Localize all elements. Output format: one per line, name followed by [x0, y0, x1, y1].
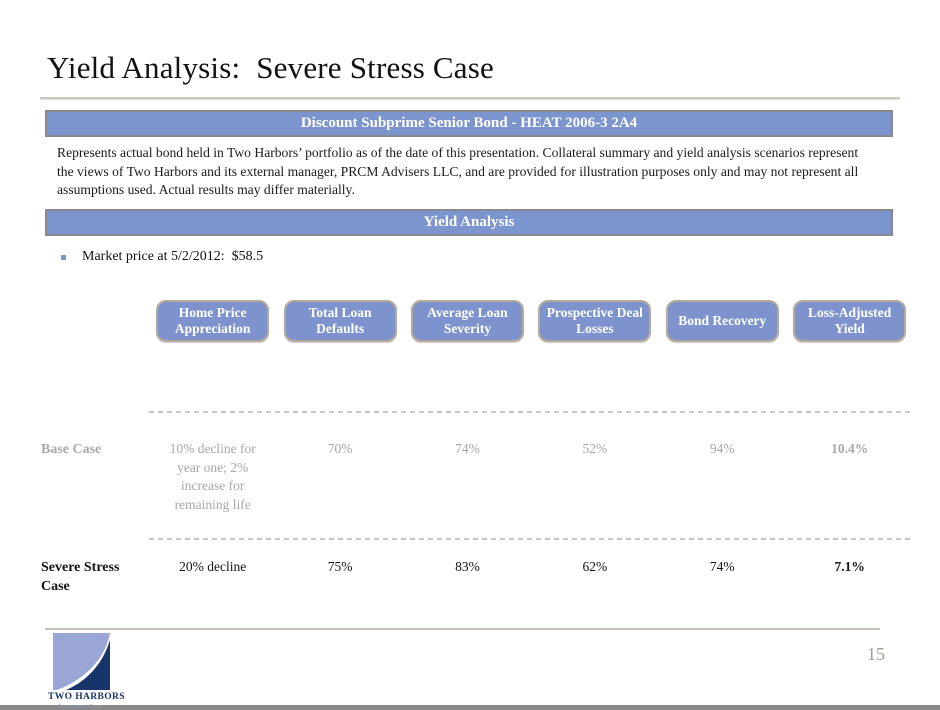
cell-average-loan-severity: 74%	[455, 441, 480, 456]
cell-bond-recovery: 94%	[709, 441, 735, 456]
disclaimer-text: Represents actual bond held in Two Harbors’ portfolio as of the date of this presentation. Collateral summary and yield analysis scenarios represent the views of Two Harbors and its external manager, PRCM Advisers LLC, and are provided for illustration purposes only and may not represent all assumptions used. Actual results may differ materially.	[57, 145, 859, 198]
cell-prospective-deal-losses: 52%	[582, 441, 608, 456]
footer-divider	[45, 628, 880, 630]
dashed-divider-bottom	[149, 538, 910, 540]
yield-analysis-banner: Yield Analysis	[45, 209, 893, 236]
two-harbors-logo	[48, 633, 125, 710]
cell-home-price-appreciation: 10% decline for year one; 2% increase for remaining life	[169, 441, 256, 512]
cell-bond-recovery: 74%	[709, 559, 735, 574]
dashed-divider-top	[149, 411, 910, 413]
logo-subtitle: Investment Corp.	[58, 703, 104, 710]
header-prospective-deal-losses: Prospective Deal Losses	[538, 300, 651, 342]
cell-prospective-deal-losses: 62%	[582, 559, 608, 574]
header-bond-recovery: Bond Recovery	[666, 300, 779, 342]
table-header-row	[149, 300, 913, 342]
market-price-bullet	[61, 249, 263, 265]
slide-title: Yield Analysis: Severe Stress Case	[47, 50, 494, 85]
cell-average-loan-severity: 83%	[455, 559, 480, 574]
row-label: Base Case	[41, 442, 102, 457]
row-label: Severe Stress Case	[41, 560, 120, 594]
cell-total-loan-defaults: 70%	[327, 441, 353, 456]
page-number: 15	[867, 644, 885, 664]
header-home-price-appreciation: Home Price Appreciation	[156, 300, 269, 342]
table-row-base-case	[41, 440, 913, 514]
table-row-severe-stress-case	[41, 558, 913, 596]
title-divider	[40, 97, 900, 100]
cell-home-price-appreciation: 20% decline	[179, 559, 247, 574]
bond-banner: Discount Subprime Senior Bond - HEAT 2006-3 2A4	[45, 110, 893, 137]
header-loss-adjusted-yield: Loss-Adjusted Yield	[793, 300, 906, 342]
two-harbors-logo-icon	[53, 633, 110, 690]
cell-loss-adjusted-yield: 10.4%	[831, 441, 869, 456]
cell-loss-adjusted-yield: 7.1%	[834, 559, 865, 574]
cell-total-loan-defaults: 75%	[327, 559, 353, 574]
header-average-loan-severity: Average Loan Severity	[411, 300, 524, 342]
header-total-loan-defaults: Total Loan Defaults	[284, 300, 397, 342]
square-bullet-icon	[61, 255, 66, 260]
logo-company-name: TWO HARBORS	[48, 692, 125, 702]
market-price-text: Market price at 5/2/2012: $58.5	[82, 249, 264, 264]
